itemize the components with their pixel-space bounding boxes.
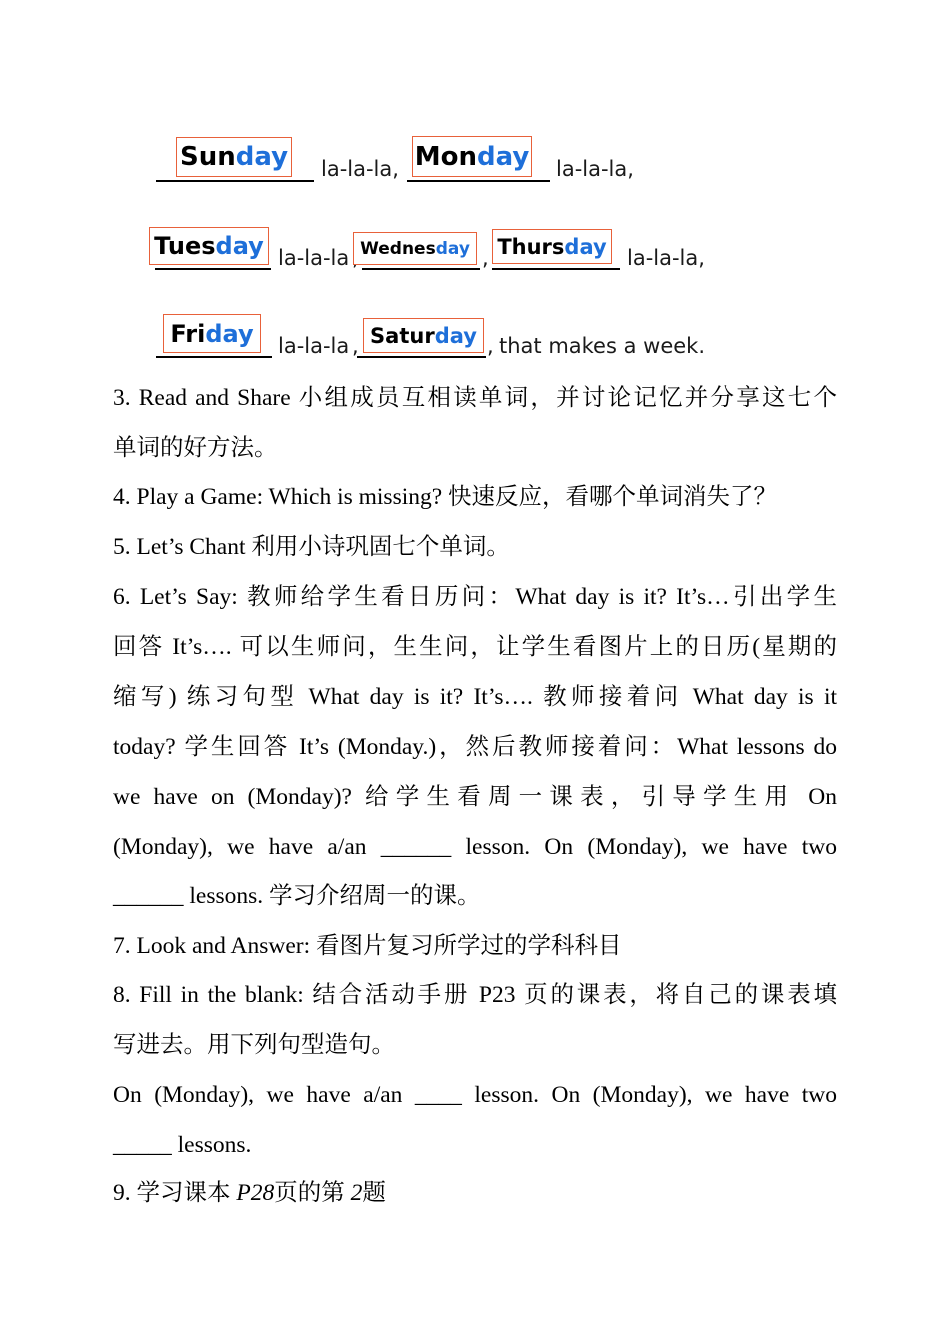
step-9-middle: 页的第 [274, 1180, 351, 1206]
days-of-week-chant [0, 0, 950, 370]
step-9-prefix: 9. 学习课本 [113, 1180, 237, 1206]
answer-blank [155, 268, 271, 270]
day-stem: Thurs [497, 234, 565, 259]
day-suffix: day [564, 234, 607, 259]
step-6-line-6: (Monday), we have a/an ______ lesson. On (Monday), we have two [113, 834, 837, 860]
answer-blank [156, 356, 272, 358]
day-card-sunday [176, 137, 292, 177]
day-suffix: day [435, 238, 470, 259]
day-card-tuesday [149, 227, 269, 265]
comma-text: , [482, 246, 489, 270]
step-9-suffix: 题 [362, 1180, 386, 1206]
answer-blank [492, 268, 620, 270]
step-9-page: P28 [236, 1180, 275, 1206]
day-stem: Satur [370, 323, 435, 348]
step-8-line-4: _____ lessons. [113, 1132, 252, 1158]
day-suffix: day [434, 323, 477, 348]
comma-text: , [487, 334, 494, 358]
day-stem: Tues [154, 232, 216, 260]
answer-blank [156, 180, 314, 182]
answer-blank [357, 356, 486, 358]
step-9-number: 2 [350, 1180, 363, 1206]
day-card-wednesday [353, 232, 477, 265]
step-6-line-1: 6. Let’s Say: 教师给学生看日历问：What day is it? It’s…引出学生 [113, 584, 837, 610]
lalala-text: la-la-la [278, 334, 350, 358]
step-6-line-5: we have on (Monday)? 给学生看周一课表，引导学生用 On [113, 784, 837, 810]
day-card-saturday [363, 318, 484, 353]
lalala-text: la-la-la [278, 246, 350, 270]
step-5: 5. Let’s Chant 利用小诗巩固七个单词。 [113, 534, 510, 560]
step-3-line-1: 3. Read and Share 小组成员互相读单词，并讨论记忆并分享这七个 [113, 385, 837, 411]
day-card-friday [163, 314, 261, 353]
answer-blank [407, 180, 550, 182]
step-8-line-1: 8. Fill in the blank: 结合活动手册 P23 页的课表，将自己的课表填 [113, 982, 837, 1008]
day-stem: Sun [179, 142, 236, 172]
lalala-text: la-la-la, [321, 157, 399, 181]
day-stem: Fri [170, 319, 206, 348]
day-card-thursday [492, 229, 612, 264]
step-3-line-2: 单词的好方法。 [113, 435, 278, 461]
step-6-line-7: ______ lessons. 学习介绍周一的课。 [113, 883, 481, 909]
step-7: 7. Look and Answer: 看图片复习所学过的学科科目 [113, 933, 622, 959]
chant-ending: that makes a week. [499, 334, 705, 358]
day-suffix: day [476, 141, 530, 172]
answer-blank [362, 268, 480, 270]
step-6-line-3: 缩写) 练习句型 What day is it? It’s…. 教师接着问 What day is it [113, 684, 837, 710]
day-stem: Wednes [360, 238, 436, 259]
day-card-monday [412, 136, 532, 177]
day-suffix: day [215, 232, 264, 260]
step-8-line-2: 写进去。用下列句型造句。 [113, 1032, 395, 1058]
comma-text: , [352, 334, 359, 358]
step-6-line-4: today? 学生回答 It’s (Monday.)，然后教师接着问：What lessons do [113, 734, 837, 760]
step-6-line-2: 回答 It’s…. 可以生师问，生生问，让学生看图片上的日历(星期的 [113, 634, 837, 660]
step-9 [113, 1168, 837, 1218]
day-suffix: day [205, 319, 254, 348]
day-stem: Mon [414, 141, 477, 172]
day-suffix: day [235, 142, 289, 172]
step-8-line-3: On (Monday), we have a/an ____ lesson. On (Monday), we have two [113, 1082, 837, 1108]
step-4: 4. Play a Game: Which is missing? 快速反应，看哪个单词消失了？ [113, 484, 778, 510]
lalala-text: la-la-la, [556, 157, 634, 181]
lalala-text: la-la-la, [627, 246, 705, 270]
